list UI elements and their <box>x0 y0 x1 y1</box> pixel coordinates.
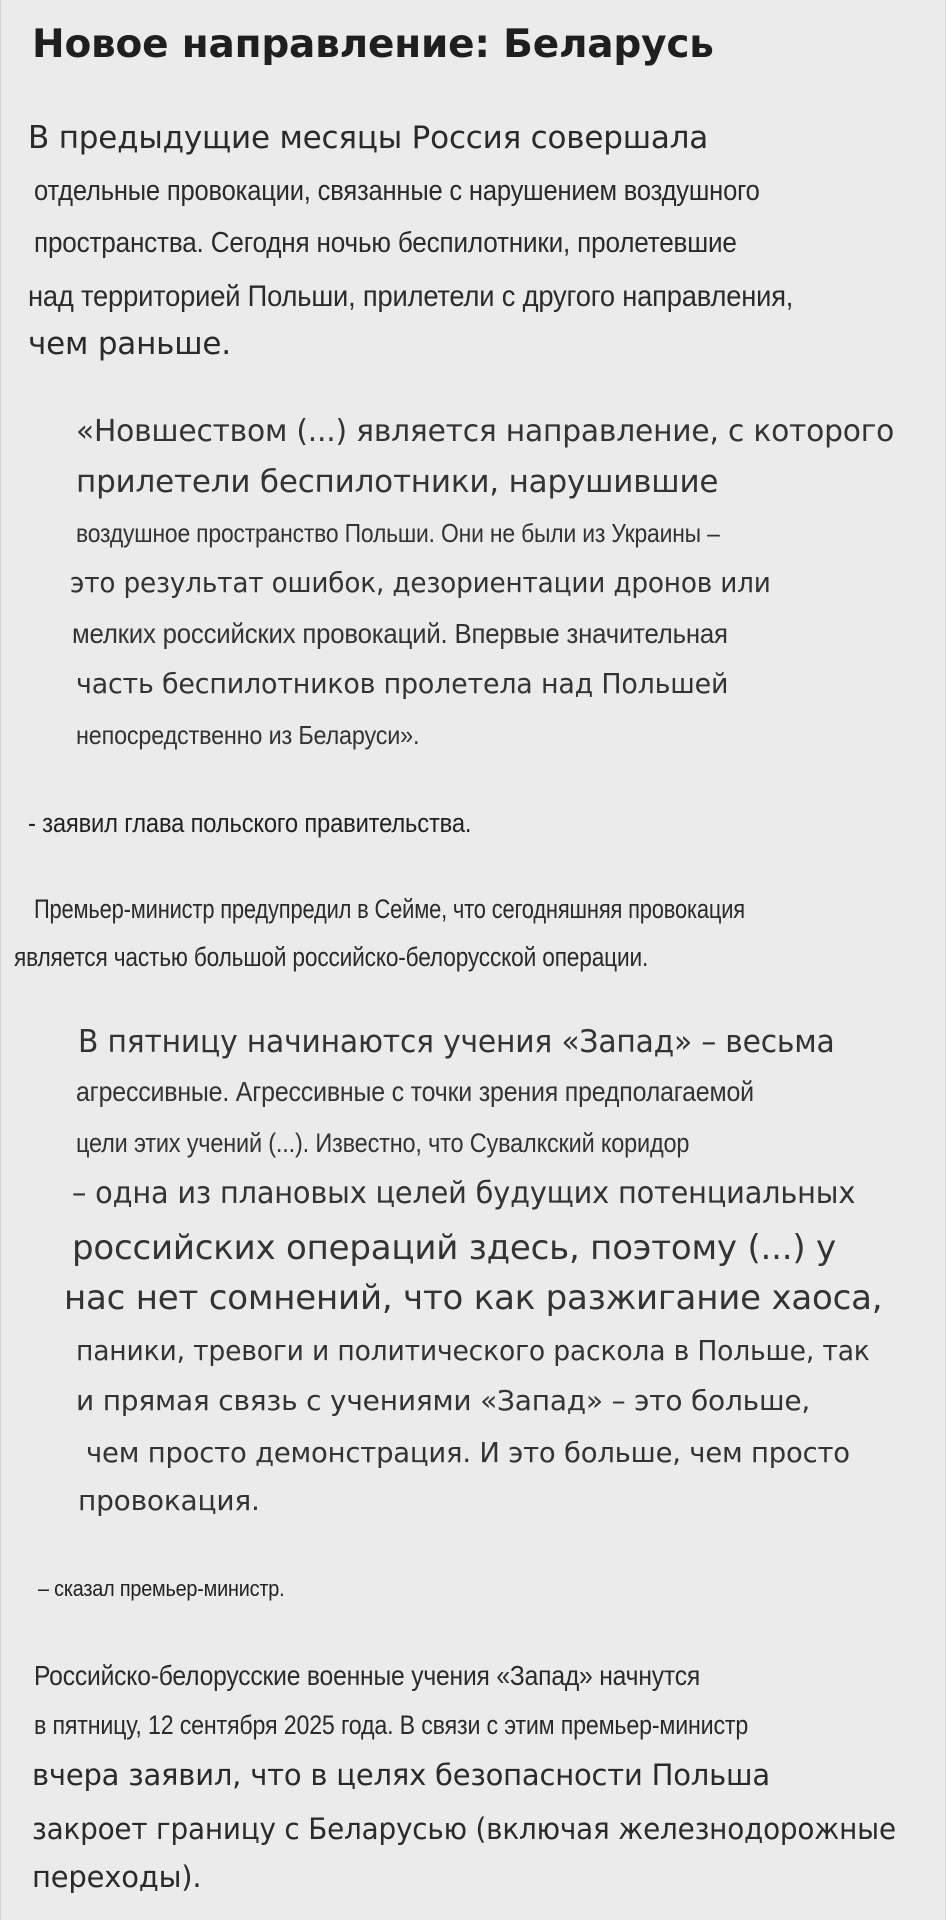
quote2-line-2: агрессивные. Агрессивные с точки зрения предполагаемой <box>76 1076 754 1107</box>
paragraph3-line-1: Российско-белорусские военные учения «Запад» начнутся <box>34 1660 701 1691</box>
quote1-line-5: мелких российских провокаций. Впервые значительная <box>72 618 728 649</box>
quote1-line-4: это результат ошибок, дезориентации дронов или <box>70 566 771 599</box>
quote1-line-1: «Новшеством (...) является направление, с которого <box>76 414 895 449</box>
intro-line-2: отдельные провокации, связанные с нарушением воздушного <box>34 175 760 207</box>
quote2-line-6: нас нет сомнений, что как разжигание хаоса, <box>64 1278 883 1318</box>
quote1-line-3: воздушное пространство Польши. Они не были из Украины – <box>76 518 720 548</box>
paragraph3-line-5: переходы). <box>32 1860 202 1894</box>
quote1-line-7: непосредственно из Беларуси». <box>76 720 420 750</box>
intro-line-5: чем раньше. <box>28 326 231 362</box>
left-edge-divider <box>0 0 1 1920</box>
paragraph2-line-1: Премьер-министр предупредил в Сейме, что сегодняшняя провокация <box>34 894 745 924</box>
quote2-line-8: и прямая связь с учениями «Запад» – это больше, <box>76 1384 811 1417</box>
quote2-line-10: провокация. <box>78 1484 260 1517</box>
quote2-line-7: паники, тревоги и политического раскола в Польше, так <box>76 1334 870 1367</box>
quote2-attribution: – сказал премьер-министр. <box>38 1576 285 1601</box>
intro-line-4: над территорией Польши, прилетели с другого направления, <box>28 280 794 313</box>
quote2-line-9: чем просто демонстрация. И это больше, чем просто <box>86 1436 850 1469</box>
quote1-line-2: прилетели беспилотники, нарушившие <box>76 464 719 500</box>
quote2-line-3: цели этих учений (...). Известно, что Сувалкский коридор <box>76 1128 690 1158</box>
intro-line-3: пространства. Сегодня ночью беспилотники, пролетевшие <box>34 227 737 259</box>
article-title: Новое направление: Беларусь <box>32 22 714 67</box>
paragraph3-line-4: закроет границу с Беларусью (включая железнодорожные <box>32 1812 896 1846</box>
intro-line-1: В предыдущие месяцы Россия совершала <box>28 120 709 156</box>
quote1-attribution: - заявил глава польского правительства. <box>28 808 472 838</box>
quote1-line-6: часть беспилотников пролетела над Польшей <box>76 667 729 700</box>
quote2-line-4: – одна из плановых целей будущих потенциальных <box>72 1176 856 1211</box>
quote2-line-1: В пятницу начинаются учения «Запад» – весьма <box>78 1024 835 1060</box>
paragraph3-line-3: вчера заявил, что в целях безопасности Польша <box>32 1758 770 1792</box>
paragraph2-line-2: является частью большой российско-белорусской операции. <box>14 942 649 972</box>
paragraph3-line-2: в пятницу, 12 сентября 2025 года. В связи с этим премьер-министр <box>34 1710 749 1740</box>
quote2-line-5: российских операций здесь, поэтому (...) у <box>72 1228 836 1268</box>
